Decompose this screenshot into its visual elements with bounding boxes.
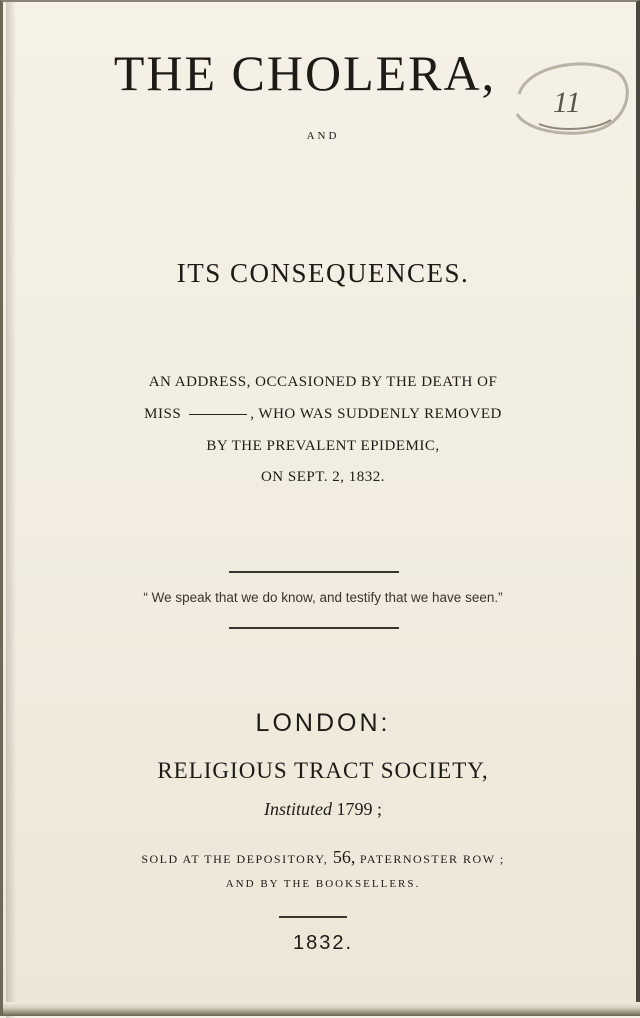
- stamp-number: 11: [553, 86, 581, 119]
- imprint-city: LONDON:: [255, 709, 391, 737]
- address-line-2: [3, 406, 640, 423]
- address-line-4: ON SEPT. 2, 1832.: [260, 469, 386, 485]
- subtitle: ITS CONSEQUENCES.: [176, 258, 470, 288]
- sold-end: PATERNOSTER ROW ;: [359, 852, 505, 866]
- main-title: THE CHOLERA,: [113, 45, 497, 101]
- instituted-year: 1799 ;: [336, 799, 382, 819]
- address-miss: MISS: [144, 406, 182, 422]
- name-dash: [189, 414, 247, 416]
- conjunction: AND: [306, 130, 340, 142]
- divider-top: [229, 571, 399, 573]
- library-stamp: [499, 54, 635, 138]
- epigraph: “ We speak that we do know, and testify that we have seen.”: [143, 590, 503, 605]
- page-bottom-edge: [3, 1002, 640, 1016]
- instituted-word: Instituted: [263, 799, 332, 819]
- sold-start: SOLD AT THE DEPOSITORY,: [141, 852, 329, 866]
- imprint-sold: [3, 847, 640, 868]
- sold-number: 56,: [332, 847, 356, 867]
- publication-year: 1832.: [292, 932, 354, 954]
- address-line-1: AN ADDRESS, OCCASIONED BY THE DEATH OF: [148, 374, 498, 390]
- imprint-booksellers: AND BY THE BOOKSELLERS.: [225, 878, 421, 890]
- divider-bottom: [229, 627, 399, 629]
- imprint-instituted: [3, 799, 640, 820]
- imprint-publisher: RELIGIOUS TRACT SOCIETY,: [157, 758, 489, 783]
- address-line-3: BY THE PREVALENT EPIDEMIC,: [206, 438, 440, 454]
- divider-year: [279, 916, 347, 918]
- address-removed: , WHO WAS SUDDENLY REMOVED: [250, 406, 502, 422]
